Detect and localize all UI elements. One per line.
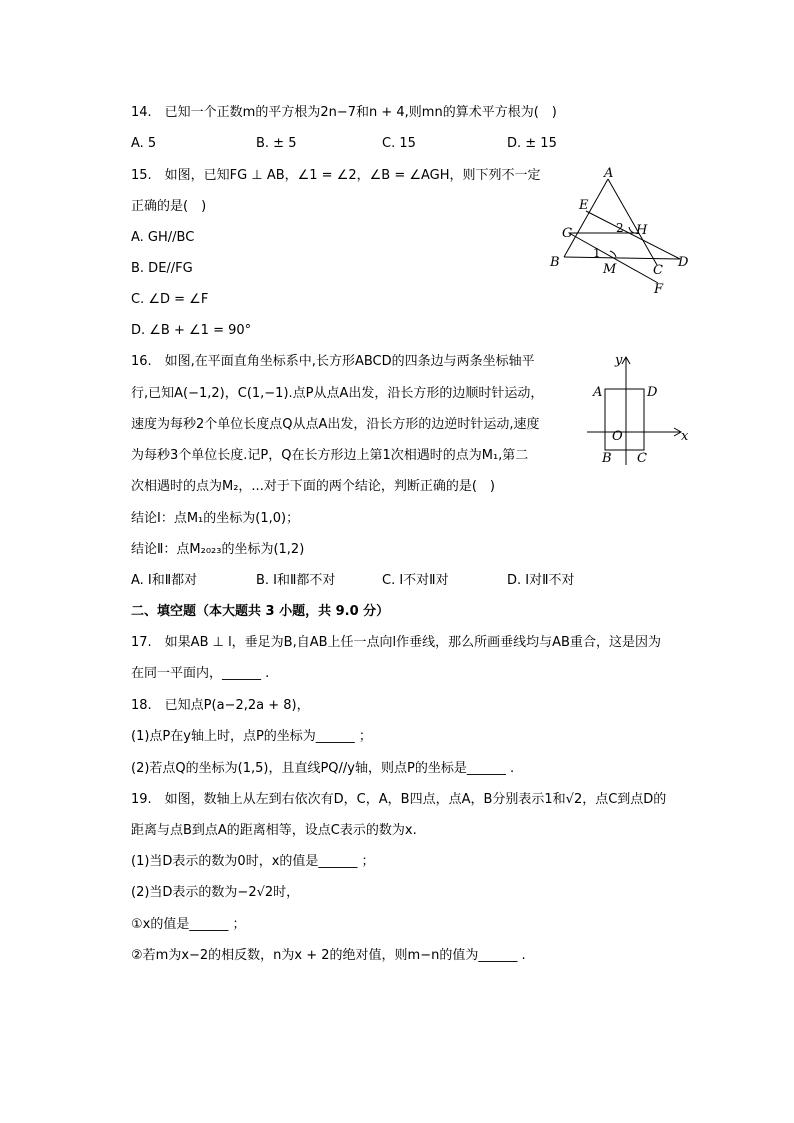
label-C: C — [637, 451, 647, 466]
q19-line1: 19. 如图，数轴上从左到右依次有D，C，A，B四点，点A，B分别表示1和√2，点C到点D的 — [131, 792, 667, 807]
q16-coordinate-figure — [585, 350, 705, 470]
q19-line6: ②若m为x−2的相反数，n为x + 2的绝对值，则m−n的值为______ . — [131, 948, 526, 963]
label-two: 2 — [616, 221, 624, 235]
label-x: x — [681, 429, 689, 444]
label-C: C — [653, 263, 663, 278]
q17-line1: 17. 如果AB ⊥ l，垂足为B,自AB上任一点向l作垂线，那么所画垂线均与AB重合，这是因为 — [131, 635, 661, 650]
q15-option-a: A. GH//BC — [131, 230, 195, 245]
segment-AB — [564, 179, 608, 257]
label-O: O — [612, 429, 623, 444]
q16-option-a: A. Ⅰ和Ⅱ都对 — [131, 573, 198, 588]
q15-stem-line1: 15. 如图，已知FG ⊥ AB，∠1 = ∠2，∠B = ∠AGH，则下列不一定 — [131, 168, 541, 183]
q16-line3: 速度为每秒2个单位长度点Q从点A出发，沿长方形的边逆时针运动,速度 — [131, 417, 540, 432]
q15-geometry-figure — [540, 165, 700, 300]
q16-line5: 次相遇时的点为M₂，...对于下面的两个结论，判断正确的是( ) — [131, 479, 495, 494]
label-D: D — [647, 385, 658, 400]
label-M: M — [603, 262, 617, 277]
q17-line2: 在同一平面内，______ . — [131, 666, 270, 681]
label-A: A — [604, 166, 614, 181]
label-H: H — [636, 223, 648, 238]
q14-option-c: C. 15 — [382, 136, 416, 151]
q14-stem: 14. 已知一个正数m的平方根为2n−7和n + 4,则mn的算术平方根为( ) — [131, 105, 557, 120]
q18-line1: 18. 已知点P(a−2,2a + 8)， — [131, 698, 310, 713]
q14-option-d: D. ± 15 — [507, 136, 557, 151]
q15-option-c: C. ∠D = ∠F — [131, 292, 209, 307]
q16-conclusion-2: 结论Ⅱ：点M₂₀₂₃的坐标为(1,2) — [131, 542, 305, 557]
q15-option-b: B. DE//FG — [131, 261, 193, 276]
q19-line5: ①x的值是______ ； — [131, 917, 246, 932]
label-G: G — [562, 226, 573, 241]
q16-line1: 16. 如图,在平面直角坐标系中,长方形ABCD的四条边与两条坐标轴平 — [131, 354, 535, 369]
label-E: E — [579, 198, 589, 213]
q18-line3: (2)若点Q的坐标为(1,5)，且直线PQ//y轴，则点P的坐标是______ . — [131, 761, 515, 776]
q15-stem-line2: 正确的是( ) — [131, 199, 207, 214]
section-fill-in-blank-title: 二、填空题（本大题共 3 小题，共 9.0 分） — [131, 604, 390, 619]
q19-line2: 距离与点B到点A的距离相等，设点C表示的数为x. — [131, 823, 417, 838]
q19-line4: (2)当D表示的数为−2√2时， — [131, 885, 300, 900]
label-y: y — [615, 353, 623, 368]
q16-option-b: B. Ⅰ和Ⅱ都不对 — [256, 573, 336, 588]
q18-line2: (1)点P在y轴上时，点P的坐标为______ ； — [131, 729, 372, 744]
label-one: 1 — [593, 246, 601, 260]
label-B: B — [550, 255, 560, 270]
label-F: F — [654, 282, 664, 297]
q15-option-d: D. ∠B + ∠1 = 90° — [131, 323, 252, 338]
segment-BD — [564, 257, 680, 259]
q16-line2: 行,已知A(−1,2)，C(1,−1).点P从点A出发，沿长方形的边顺时针运动， — [131, 386, 544, 401]
q14-option-a: A. 5 — [131, 136, 157, 151]
q14-option-b: B. ± 5 — [256, 136, 297, 151]
q16-option-c: C. Ⅰ不对Ⅱ对 — [382, 573, 449, 588]
q16-conclusion-1: 结论Ⅰ：点M₁的坐标为(1,0)； — [131, 511, 300, 526]
label-B: B — [602, 451, 612, 466]
angle-2-arc — [629, 227, 634, 233]
q16-option-d: D. Ⅰ对Ⅱ不对 — [507, 573, 575, 588]
q19-line3: (1)当D表示的数为0时，x的值是______ ； — [131, 854, 375, 869]
label-D: D — [678, 255, 689, 270]
q16-line4: 为每秒3个单位长度.记P，Q在长方形边上第1次相遇时的点为M₁,第二 — [131, 448, 529, 463]
rectangle-ABCD — [605, 389, 644, 450]
label-A: A — [593, 385, 603, 400]
